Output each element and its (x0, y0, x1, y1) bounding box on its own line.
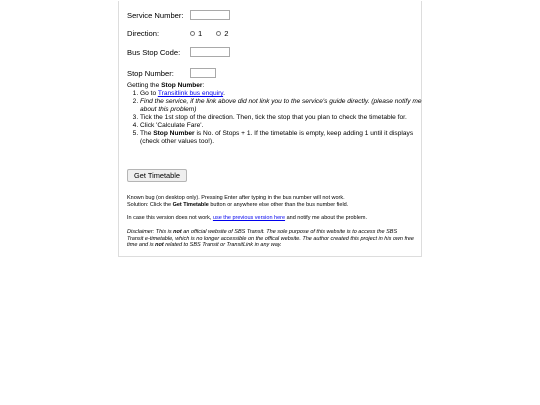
step-3 (140, 114, 428, 122)
step-5-suffix: is No. of Stops + 1. If the timetable is empty, keep adding 1 until it displays (check other values too!). (140, 130, 414, 145)
disclaimer-not-2: not (155, 242, 164, 249)
direction-row (127, 29, 242, 38)
step-1 (140, 90, 428, 98)
step-4-text: Click 'Calculate Fare'. (140, 122, 204, 129)
timetable-card (118, 1, 422, 257)
step-5-bold: Stop Number (153, 130, 195, 137)
disclaimer (127, 229, 415, 249)
radio-circle[interactable] (190, 31, 195, 36)
bus-stop-code-input[interactable] (190, 47, 230, 57)
step-1-text: Go to (140, 90, 158, 97)
previous-version-note (127, 215, 415, 222)
bus-stop-code-label: Bus Stop Code: (127, 47, 181, 57)
direction-radio-1[interactable] (190, 29, 202, 38)
stop-number-label: Stop Number: (127, 68, 174, 78)
step-1-suffix: . (223, 90, 225, 97)
instruction-steps (127, 90, 428, 146)
service-number-input[interactable] (190, 10, 230, 20)
disclaimer-not-1: not (173, 229, 182, 235)
step-2 (140, 98, 428, 114)
get-timetable-button[interactable]: Get Timetable (127, 169, 187, 182)
instructions-heading (127, 82, 415, 90)
intro-text: Getting the (127, 82, 162, 89)
direction-option-2-label: 2 (224, 29, 229, 38)
disclaimer-label: Disclaimer: This is (127, 229, 174, 235)
bug-line-2-text: Solution: Click the (127, 201, 173, 208)
stop-number-input[interactable] (190, 68, 216, 78)
step-3-text: Tick the 1st stop of the direction. Then, tick the stop that you plan to check the timetable for. (140, 114, 407, 121)
direction-label: Direction: (127, 29, 160, 38)
previous-version-link[interactable]: use the previous version here (212, 215, 286, 221)
disclaimer-end: related to SBS Transit or TransitLink in any way. (163, 242, 282, 249)
step-5 (140, 130, 428, 146)
intro-bold: Stop Number (161, 82, 203, 89)
step-5-text: The (140, 130, 154, 137)
intro-suffix: : (202, 82, 205, 89)
known-bug-note (127, 195, 415, 208)
service-number-label: Service Number: (127, 10, 184, 20)
bug-line-2 (127, 202, 415, 209)
step-4 (140, 122, 428, 130)
prev-text: In case this version does not work, (127, 215, 213, 221)
prev-suffix: and notify me about the problem. (285, 215, 368, 221)
direction-radio-2[interactable] (216, 29, 228, 38)
stop-number-row (127, 68, 216, 78)
disclaimer-mid: an official website of SBS Transit. The sole purpose of this website is to access the SBS Transit e-timetable, which is no longer accessible on the offical website. The author created this project in his own free time and is (127, 229, 414, 249)
bug-line-1: Known bug (on desktop only). Pressing Enter after typing in the bus number will not work. (127, 195, 345, 201)
bus-stop-code-row (127, 47, 230, 57)
bug-line-2-suffix: button or anywhere else other than the bus number field. (208, 201, 349, 208)
service-row (127, 10, 230, 20)
radio-circle[interactable] (216, 31, 221, 36)
direction-option-1-label: 1 (198, 29, 203, 38)
bug-line-2-bold: Get Timetable (172, 201, 209, 208)
transitlink-link[interactable]: Transitlink bus enquiry (157, 90, 224, 97)
step-2-text: Find the service, if the link above did not link you to the service's guide directly. (please notify me about this problem) (140, 98, 422, 113)
